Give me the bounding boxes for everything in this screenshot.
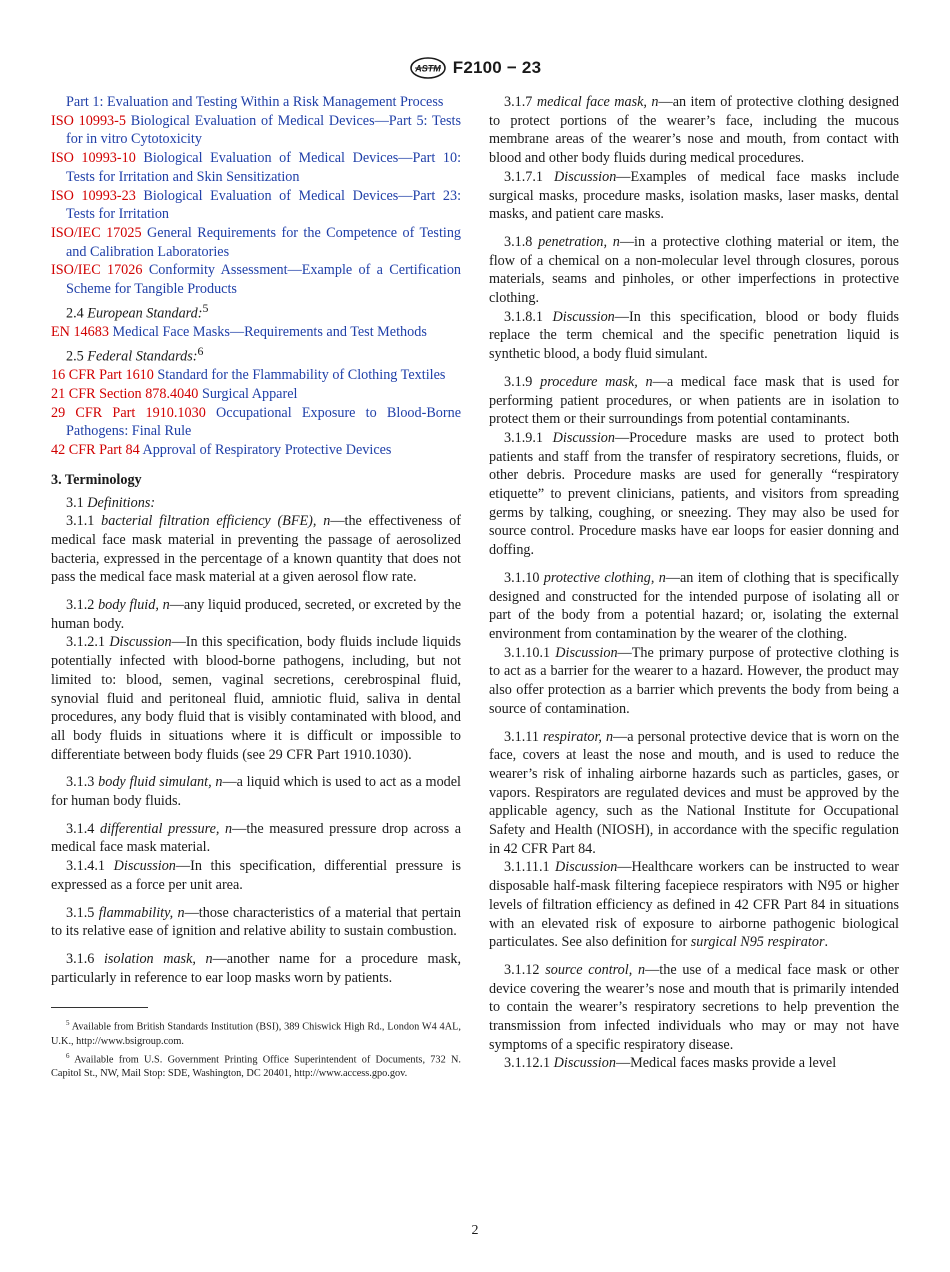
discussion-3-1-2-1: 3.1.2.1 Discussion—In this specification, body fluids include liquids potentially infected with blood-borne pathogens, including, but not limited to: blood, semen, vaginal secretions, cerebrospinal fluid, synovial fluid and peritoneal fluid, amniotic fluid, saliva in dental procedures, any body fluid that is visibly contaminated with blood, and all body fluids in situations where it is difficult or impossible to differentiate between body fluids (see 29 CFR Part 1910.1030). (51, 634, 461, 763)
definition-3-1-8: 3.1.8 penetration, n—in a protective clothing material or item, the flow of a chemical on a non-molecular level through closures, porous materials, seams and pinholes, or other imperfections in protective clothing. (489, 233, 899, 307)
section-2-4-heading: 2.4 European Standard:$^5$ (66, 300, 209, 322)
reference-code-link[interactable]: ISO 10993-23 (51, 187, 136, 204)
page-header (0, 57, 950, 81)
reference-code-link[interactable]: 16 CFR Part 1610 (51, 367, 154, 384)
reference-item (51, 187, 461, 224)
reference-title-link[interactable]: Conformity Assessment—Example of a Certification Scheme for Tangible Products (66, 262, 462, 298)
definition-3-1-2: 3.1.2 body fluid, n—any liquid produced, secreted, or excreted by the human body. (51, 597, 461, 632)
reference-item (51, 261, 461, 298)
definition-3-1-5: 3.1.5 flammability, n—those characteristics of a material that pertain to its relative ease of ignition and relative ability to sustain combustion. (51, 904, 462, 940)
reference-item (51, 404, 461, 441)
section-3-1-heading: 3.1 Definitions: (66, 494, 156, 511)
footnote-6: $^6$ Available from U.S. Government Printing Office Superintendent of Documents, 732 N. Capitol St., NW, Mail Stop: SDE, Washington, DC 20401, http://www.access.gpo.gov. (51, 1051, 461, 1080)
discussion-3-1-8-1: 3.1.8.1 Discussion—In this specification, blood or body fluids replace the term chemical and the specific penetration liquid is synthetic blood, a body fluid simulant. (489, 308, 899, 363)
normative-references-iso (51, 93, 461, 299)
definition-3-1-3: 3.1.3 body fluid simulant, n—a liquid which is used to act as a model for human body fluids. (51, 774, 461, 810)
reference-code-link[interactable]: ISO/IEC 17025 (51, 224, 142, 241)
reference-code-link[interactable]: 29 CFR Part 1910.1030 (51, 404, 206, 421)
reference-title-link[interactable]: Biological Evaluation of Medical Devices—Part 5: Tests for in vitro Cytotoxicity (66, 112, 461, 148)
reference-title-link[interactable]: General Requirements for the Competence of Testing and Calibration Laboratories (66, 224, 462, 260)
reference-title-link[interactable]: Biological Evaluation of Medical Devices—Part 10: Tests for Irritation and Skin Sensitization (66, 150, 462, 185)
reference-code-link[interactable]: ISO 10993-10 (51, 150, 136, 167)
reference-code-link[interactable]: 42 CFR Part 84 (51, 442, 140, 459)
discussion-3-1-11-1: 3.1.11.1 Discussion—Healthcare workers can be instructed to wear disposable half-mask filtering facepiece respirators with N95 or higher levels of filtration efficiency as defined in 42 CFR Part 84 in situations with an elevated risk of exposure to airborne pathogenic biological particulates. See also definition for surgical N95 respirator. (489, 859, 899, 951)
astm-logo-icon (409, 57, 447, 79)
reference-item (51, 224, 461, 261)
reference-item (51, 112, 461, 149)
footnote-ref-6[interactable]: 6 (197, 343, 204, 358)
reference-item (51, 441, 461, 460)
reference-code-link[interactable]: ISO 10993-5 (51, 112, 126, 129)
definition-3-1-10: 3.1.10 protective clothing, n—an item of clothing that is specifically designed and constructed for the intended purpose of isolating all or part of the body from a potential hazard; or, isolating the external environment from contamination by the wearer of the clothing. (489, 569, 899, 642)
reference-item (51, 323, 461, 342)
section-2-5-heading: 2.5 Federal Standards:$^6$ (66, 343, 204, 365)
discussion-3-1-12-1: 3.1.12.1 Discussion—Medical faces masks provide a level (504, 1055, 837, 1072)
footnote-divider (51, 1007, 148, 1008)
left-column (51, 93, 461, 1081)
definition-3-1-7: 3.1.7 medical face mask, n—an item of protective clothing designed to protect portions of the wearer’s face, including the mucous membrane areas of the wearer’s nose and mouth, from contact with blood and other body fluids during medical procedures. (489, 94, 900, 167)
reference-title-link[interactable]: Part 1: Evaluation and Testing Within a Risk Management Process (66, 94, 444, 110)
reference-title-link[interactable]: Occupational Exposure to Blood-Borne Pathogens: Final Rule (66, 404, 462, 440)
reference-item (51, 149, 461, 186)
reference-title-link[interactable]: Standard for the Flammability of Clothing Textiles (157, 367, 446, 384)
footnote-5: $^5$ Available from British Standards Institution (BSI), 389 Chiswick High Rd., London W4 4AL, U.K., http://www.bsigroup.com. (51, 1019, 461, 1047)
document-id: F2100 − 23 (452, 57, 542, 77)
definition-3-1-4: 3.1.4 differential pressure, n—the measured pressure drop across a medical face mask material. (51, 820, 461, 856)
definition-3-1-6: 3.1.6 isolation mask, n—another name for a procedure mask, particularly in reference to ear loop masks worn by patients. (51, 951, 461, 986)
reference-title-link[interactable]: Approval of Respiratory Protective Devices (142, 442, 392, 459)
definition-3-1-11: 3.1.11 respirator, n—a personal protective device that is worn on the face, covers at least the nose and mouth, and is used to reduce the wearer’s risk of inhaling airborne hazards such as particles, gases, or vapors. Respirators are regulated devices and must be approved by the applicable agency, such as the National Institute for Occupational Safety and Health (NIOSH), in accordance with the specific regulation in 42 CFR Part 84. (489, 728, 900, 857)
svg-text:ASTM: ASTM (415, 63, 441, 74)
definition-3-1-12: 3.1.12 source control, n—the use of a medical face mask or other device covering the wearer’s nose and mouth that is primarily intended to contain the wearer’s respiratory secretions to help prevention the transmission from infected individuals who may or may not have symptoms of a specific respiratory disease. (489, 961, 899, 1053)
discussion-3-1-4-1: 3.1.4.1 Discussion—In this specification, differential pressure is expressed as a force per unit area. (51, 858, 461, 893)
page-number: 2 (471, 1223, 479, 1238)
discussion-3-1-9-1: 3.1.9.1 Discussion—Procedure masks are used to protect both patients and staff from the transfer of respiratory secretions, fluids, or other debris. Procedure masks are used for generally “respiratory etiquette” to prevent clinicians, patients, and visitors from spreading germs by talking, coughing, or sneezing. They may also be used for source control. Procedure masks have ear loops for easier donning and doffing. (489, 429, 899, 559)
footnote-ref-5[interactable]: 5 (202, 300, 209, 315)
discussion-3-1-7-1: 3.1.7.1 Discussion—Examples of medical face masks include surgical masks, procedure masks, isolation masks, laser masks, dental masks, and patient care masks. (489, 168, 899, 223)
section-3-heading: 3. Terminology (51, 471, 142, 488)
definition-3-1-1: 3.1.1 bacterial filtration efficiency (BFE), n—the effectiveness of medical face mask material in preventing the passage of aerosolized bacteria, expressed in the percentage of a known quantity that does not pass the medical face mask material at a given aerosol flow rate. (51, 513, 461, 586)
right-column (489, 93, 899, 1073)
discussion-3-1-10-1: 3.1.10.1 Discussion—The primary purpose of protective clothing is to act as a barrier for the wearer to a hazard. However, the product may also offer protection as a barrier which prevents the body from being a source of contamination. (489, 644, 900, 717)
reference-title-link[interactable]: Surgical Apparel (201, 386, 298, 403)
reference-title-link[interactable]: Medical Face Masks—Requirements and Test Methods (112, 324, 427, 341)
reference-code-link[interactable]: 21 CFR Section 878.4040 (51, 386, 199, 403)
cross-reference: surgical N95 respirator (690, 934, 825, 951)
reference-code-link[interactable]: EN 14683 (51, 324, 109, 341)
reference-code-link[interactable]: ISO/IEC 17026 (51, 262, 143, 279)
reference-item (51, 93, 461, 112)
reference-item (51, 385, 461, 404)
reference-title-link[interactable]: Biological Evaluation of Medical Devices—Part 23: Tests for Irritation (66, 187, 462, 223)
reference-item (51, 366, 461, 385)
definition-3-1-9: 3.1.9 procedure mask, n—a medical face mask that is used for performing patient procedures, or when patients are in isolation to protect them or their surroundings from potential contaminants. (489, 373, 899, 428)
